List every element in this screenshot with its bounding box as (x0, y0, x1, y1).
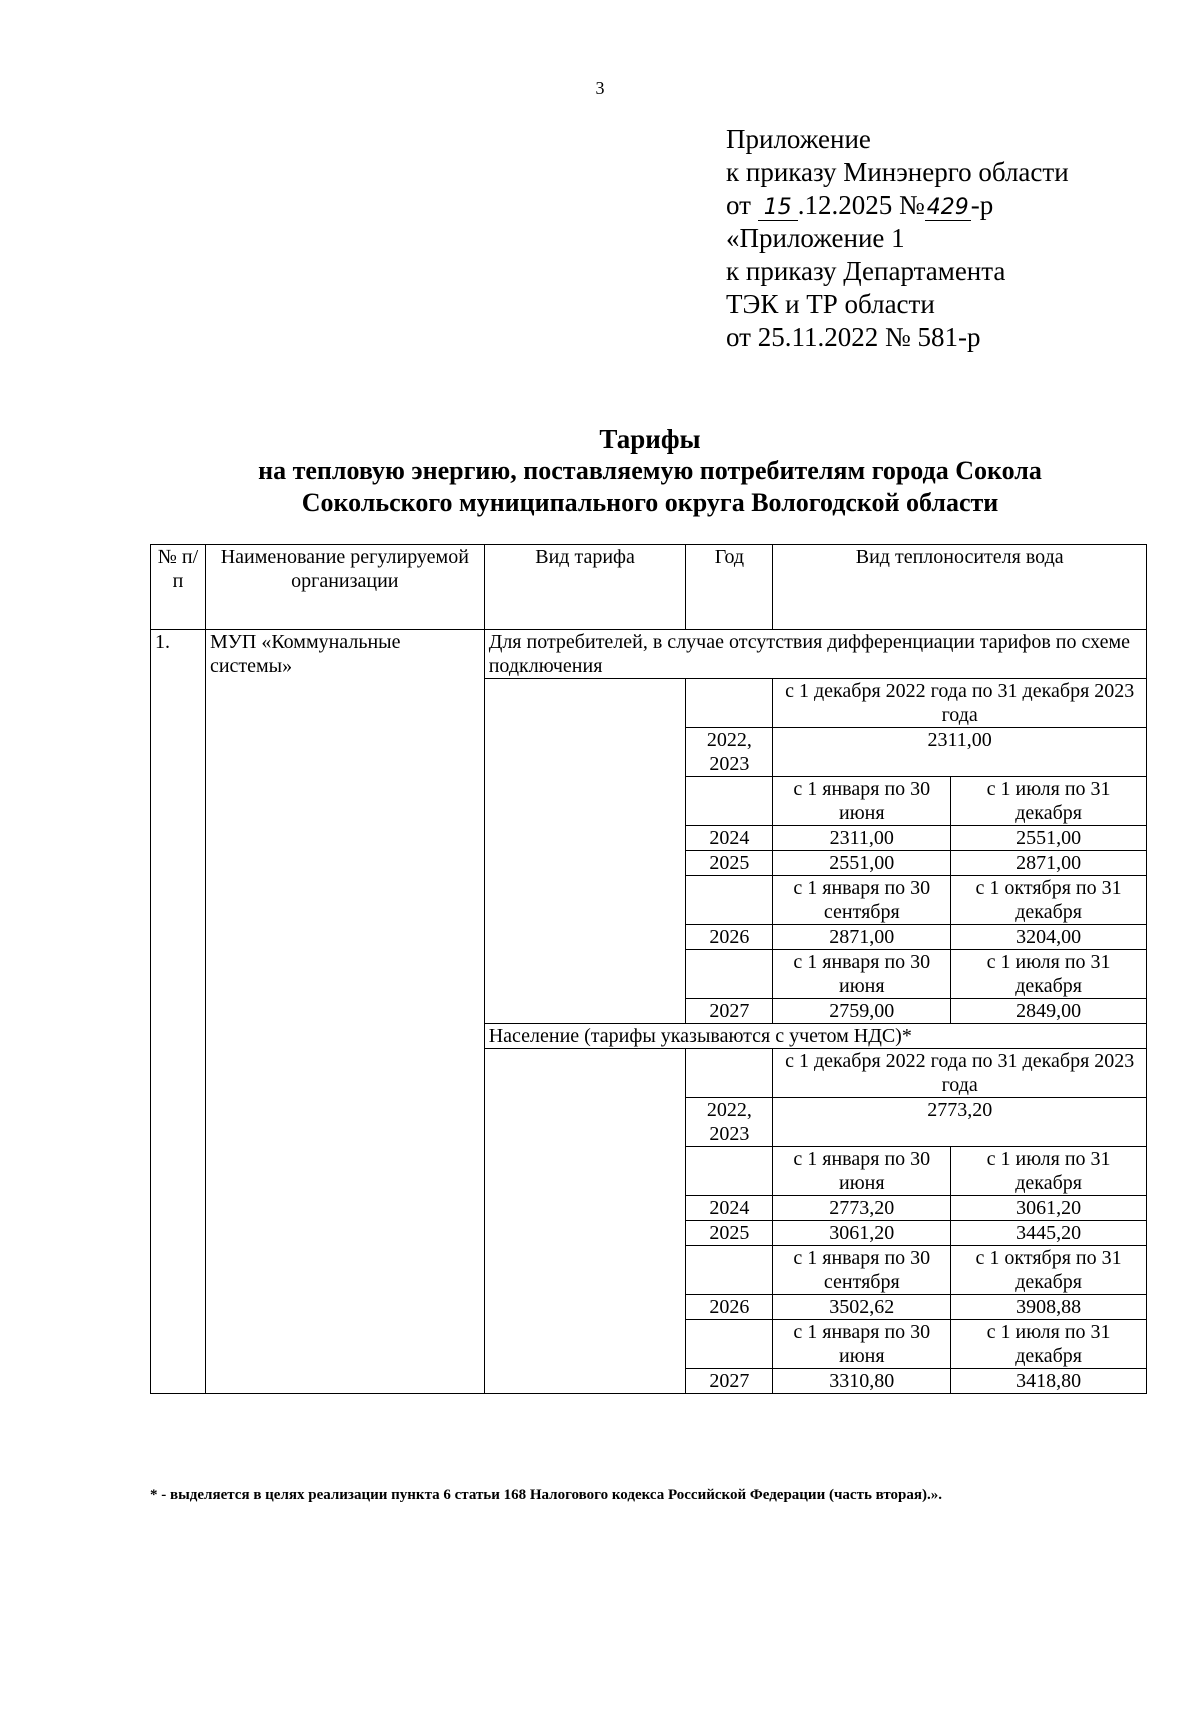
period-label: с 1 января по 30 сентября (773, 1246, 951, 1295)
tariff-type-cell (484, 1049, 686, 1394)
period-label: с 1 октября по 31 декабря (951, 1246, 1147, 1295)
tariff-value: 3061,20 (951, 1196, 1147, 1221)
tariff-value: 2551,00 (951, 826, 1147, 851)
header-carrier: Вид теплоносителя вода (773, 545, 1147, 630)
section-label: Население (тарифы указываются с учетом НДС)* (484, 1024, 1146, 1049)
tariff-value: 3204,00 (951, 925, 1147, 950)
appendix-block (726, 123, 1069, 354)
handwritten-number: 429 (926, 195, 969, 220)
year-cell (686, 777, 773, 826)
header-year: Год (686, 545, 773, 630)
header-type: Вид тарифа (484, 545, 686, 630)
tariff-value: 2871,00 (951, 851, 1147, 876)
appendix-line: от 25.11.2022 № 581-р (726, 322, 981, 352)
tariff-value: 2773,20 (773, 1196, 951, 1221)
year-cell (686, 1147, 773, 1196)
period-label: с 1 июля по 31 декабря (951, 1320, 1147, 1369)
year-cell: 2022, 2023 (686, 728, 773, 777)
period-label: с 1 января по 30 июня (773, 777, 951, 826)
appendix-line: ТЭК и ТР области (726, 289, 935, 319)
section-label: Для потребителей, в случае отсутствия дифференциации тарифов по схеме подключения (484, 630, 1146, 679)
period-label: с 1 июля по 31 декабря (951, 1147, 1147, 1196)
period-2022-label: с 1 декабря 2022 года по 31 декабря 2023 года (773, 1049, 1147, 1098)
tariff-value: 2311,00 (773, 826, 951, 851)
year-cell (686, 876, 773, 925)
title-line: Сокольского муниципального округа Вологодской области (301, 488, 999, 517)
title-line: Тарифы (599, 424, 701, 454)
period-label: с 1 января по 30 июня (773, 950, 951, 999)
appendix-line: Приложение (726, 124, 871, 154)
header-org: Наименование регулируемой организации (205, 545, 484, 630)
tariff-value: 3310,80 (773, 1369, 951, 1394)
year-cell: 2022, 2023 (686, 1098, 773, 1147)
tariff-value: 2759,00 (773, 999, 951, 1024)
tariff-value: 2311,00 (773, 728, 1147, 777)
appendix-line: к приказу Минэнерго области (726, 157, 1069, 187)
page-number: 3 (595, 78, 605, 98)
title-line: на тепловую энергию, поставляемую потребителям города Сокола (258, 456, 1042, 485)
period-label: с 1 января по 30 сентября (773, 876, 951, 925)
tariff-value: 3908,88 (951, 1295, 1147, 1320)
period-label: с 1 июля по 31 декабря (951, 777, 1147, 826)
appendix-line: «Приложение 1 (726, 223, 905, 253)
tariff-value: 2871,00 (773, 925, 951, 950)
year-cell: 2026 (686, 925, 773, 950)
appendix-prefix: от (726, 190, 751, 220)
year-cell (686, 950, 773, 999)
document-title (0, 423, 1200, 519)
year-cell: 2024 (686, 1196, 773, 1221)
year-cell: 2027 (686, 1369, 773, 1394)
tariff-value: 2551,00 (773, 851, 951, 876)
appendix-date: .12.2025 № (797, 190, 925, 220)
year-cell: 2026 (686, 1295, 773, 1320)
tariff-value: 3445,20 (951, 1221, 1147, 1246)
year-cell (686, 1246, 773, 1295)
row-number: 1. (151, 630, 206, 1394)
period-label: с 1 октября по 31 декабря (951, 876, 1147, 925)
period-label: с 1 января по 30 июня (773, 1147, 951, 1196)
appendix-suffix: -р (970, 190, 994, 220)
table-header-row (151, 545, 1147, 630)
year-cell (686, 1320, 773, 1369)
tariff-type-cell (484, 679, 686, 1024)
period-2022-label: с 1 декабря 2022 года по 31 декабря 2023 года (773, 679, 1147, 728)
year-cell (686, 679, 773, 728)
footnote: * - выделяется в целях реализации пункта 6 статьи 168 Налогового кодекса Российской Федерации (часть вторая).». (150, 1487, 942, 1503)
appendix-order-date (726, 189, 1069, 222)
organization-name: МУП «Коммунальные системы» (205, 630, 484, 1394)
year-cell: 2024 (686, 826, 773, 851)
year-cell (686, 1049, 773, 1098)
section-label-row (151, 630, 1147, 679)
year-cell: 2025 (686, 851, 773, 876)
tariff-value: 3061,20 (773, 1221, 951, 1246)
tariff-value: 2849,00 (951, 999, 1147, 1024)
period-label: с 1 июля по 31 декабря (951, 950, 1147, 999)
tariff-value: 3502,62 (773, 1295, 951, 1320)
year-cell: 2025 (686, 1221, 773, 1246)
tariff-value: 2773,20 (773, 1098, 1147, 1147)
appendix-line: к приказу Департамента (726, 256, 1006, 286)
year-cell: 2027 (686, 999, 773, 1024)
handwritten-day: 15 (758, 196, 798, 221)
header-num: № п/п (151, 545, 206, 630)
period-label: с 1 января по 30 июня (773, 1320, 951, 1369)
tariff-value: 3418,80 (951, 1369, 1147, 1394)
tariff-table (150, 544, 1147, 1394)
